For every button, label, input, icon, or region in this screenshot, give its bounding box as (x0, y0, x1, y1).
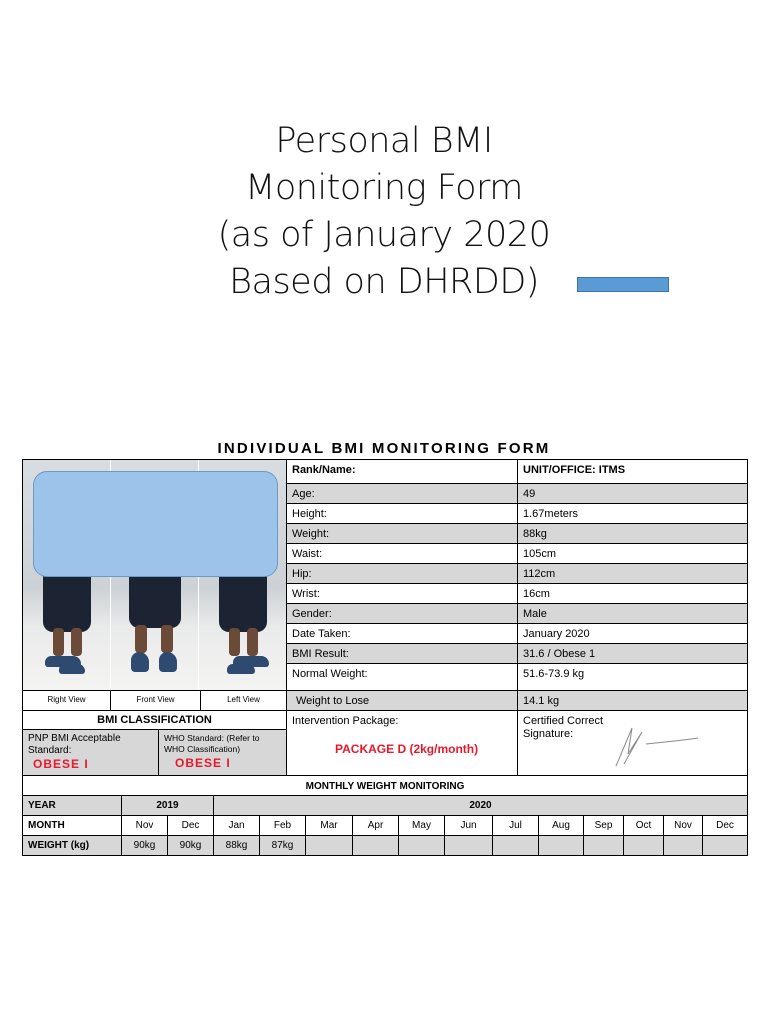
who-value: OBESE I (175, 756, 231, 770)
weight-cell (353, 836, 399, 856)
redacted-face-area (33, 471, 278, 577)
month-cell: Mar (306, 816, 353, 836)
field-label: BMI Result: (287, 644, 518, 664)
left-view-label: Left View (201, 691, 287, 711)
slide-title-line: Personal BMI (275, 121, 493, 161)
weight-cell (703, 836, 748, 856)
field-label: Gender: (287, 604, 518, 624)
month-cell: Dec (703, 816, 748, 836)
form-heading: INDIVIDUAL BMI MONITORING FORM (217, 440, 551, 457)
month-cell: Apr (353, 816, 399, 836)
weight-cell: 88kg (214, 836, 260, 856)
pnp-value: OBESE I (33, 757, 89, 771)
field-label: Hip: (287, 564, 518, 584)
month-label: MONTH (23, 816, 122, 836)
year-2020: 2020 (214, 796, 748, 816)
bmi-monitoring-form (22, 459, 748, 856)
who-label: WHO Classification) (164, 744, 241, 754)
field-label: Date Taken: (287, 624, 518, 644)
month-cell: May (399, 816, 445, 836)
intervention-value: PACKAGE D (2kg/month) (335, 742, 479, 756)
weight-cell (399, 836, 445, 856)
month-cell: Sep (584, 816, 624, 836)
field-label: Normal Weight: (287, 664, 518, 691)
field-label: Age: (287, 484, 518, 504)
field-label: Weight: (287, 524, 518, 544)
who-standard-cell (159, 730, 287, 776)
rank-name-label: Rank/Name: (287, 460, 518, 484)
field-value: 49 (518, 484, 748, 504)
field-value: 112cm (518, 564, 748, 584)
month-cell: Oct (624, 816, 664, 836)
weight-cell (584, 836, 624, 856)
month-cell: Nov (664, 816, 703, 836)
certified-label: Signature: (523, 728, 574, 740)
slide-title-line: Based on DHRDD) (229, 262, 539, 302)
signature-redaction (577, 277, 669, 292)
field-value: 16cm (518, 584, 748, 604)
month-cell: Jun (445, 816, 493, 836)
pnp-label: PNP BMI Acceptable (28, 733, 121, 744)
signature-scribble-icon (606, 724, 701, 770)
month-cell: Dec (168, 816, 214, 836)
weight-cell (493, 836, 539, 856)
month-cell: Jul (493, 816, 539, 836)
weight-cell (539, 836, 584, 856)
intervention-cell (287, 711, 518, 776)
pnp-standard-cell (23, 730, 159, 776)
field-value: 14.1 kg (518, 691, 748, 711)
unit-office: UNIT/OFFICE: ITMS (518, 460, 748, 484)
field-value: 88kg (518, 524, 748, 544)
field-value: 105cm (518, 544, 748, 564)
certified-label: Certified Correct (523, 715, 604, 727)
year-label: YEAR (23, 796, 122, 816)
weight-cell (664, 836, 703, 856)
who-label: WHO Standard: (Refer to (164, 733, 260, 743)
front-view-label: Front View (111, 691, 201, 711)
weight-cell: 90kg (168, 836, 214, 856)
weight-label: WEIGHT (kg) (23, 836, 122, 856)
slide-title-line: (as of January 2020 (217, 215, 551, 255)
year-2019: 2019 (122, 796, 214, 816)
intervention-label: Intervention Package: (292, 715, 399, 727)
pnp-label: Standard: (28, 745, 72, 756)
weight-cell (624, 836, 664, 856)
field-value: January 2020 (518, 624, 748, 644)
weight-cell: 90kg (122, 836, 168, 856)
field-label: Height: (287, 504, 518, 524)
slide-title-line: Monitoring Form (245, 168, 523, 208)
field-value: 1.67meters (518, 504, 748, 524)
weight-cell (306, 836, 353, 856)
monthly-title: MONTHLY WEIGHT MONITORING (23, 776, 748, 796)
field-label: Wrist: (287, 584, 518, 604)
field-label: Weight to Lose (287, 691, 518, 711)
month-cell: Nov (122, 816, 168, 836)
month-cell: Jan (214, 816, 260, 836)
field-label: Waist: (287, 544, 518, 564)
field-value: 31.6 / Obese 1 (518, 644, 748, 664)
right-view-label: Right View (23, 691, 111, 711)
weight-cell: 87kg (260, 836, 306, 856)
bmi-classification-title: BMI CLASSIFICATION (23, 711, 287, 730)
field-value: 51.6-73.9 kg (518, 664, 748, 691)
body-photos (23, 460, 287, 691)
month-cell: Aug (539, 816, 584, 836)
field-value: Male (518, 604, 748, 624)
weight-cell (445, 836, 493, 856)
month-cell: Feb (260, 816, 306, 836)
